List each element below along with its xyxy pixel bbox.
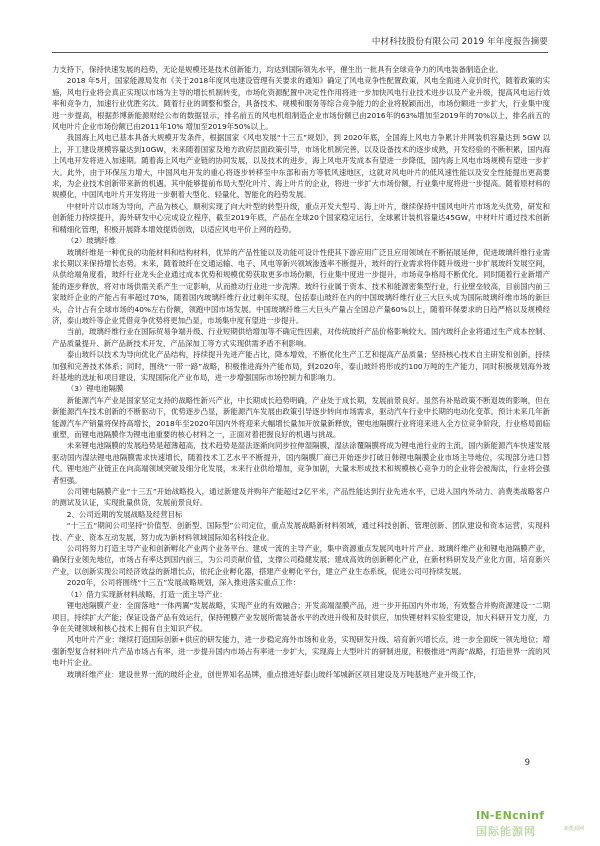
section-heading-battery-separator: （3）锂电池隔膜 xyxy=(66,384,124,394)
paragraph: 风电叶片产业：继续打造国际创新+供应的研发能力，进一步稳定海外市场和业务，实现研发升级、培育新兴增长点，进一步全面统一领先地位；增强新型复合材料叶片产品市场占有率，进一步提升国内市场占有率进一步扩大，实现海上大型叶片的研制进度，积极推进“两海”战略，打造世界一流的风电叶片企业。 xyxy=(52,635,550,668)
page-number: 9 xyxy=(524,758,530,768)
paragraph: 新能源汽车产业是国家坚定支持的战略性新兴产业，中长期成长趋势明确，产业处于成长期，发展前景良好。虽然有补贴政策不断退坡的影响，但在新能源汽车技术创新的不断驱动下，优势逐步凸显，新能源汽车发展由政策引导逐步转向市场需求，驱动汽车行业中长期的电动化变革。预计未来几年新能源汽车产销量将保持高增长，2018年至2020年国内外将迎来大幅增长量加开放量新释放，锂电池隔膜行业将迎来进入全方位竞争阶段，行业格局面临重塑，而锂电池隔膜作为锂电池重要的核心材料之一，正面对着把握良好的机遇与挑战。 xyxy=(52,395,550,439)
paragraph: 我国海上风电已基本具备大规模开发条件，根据国家《风电发展“十三五”规划》，到 2020年底，全国海上风电力争累计并网装机容量达到 5GW 以上，开工建设规模容量达到10GW，未来随着国家及地方政府层面政策引导，市场化机制完善，以及设备技术的逐步成熟，开发经验的不断积累，国内海上风电开发将进入加速期。随着海上风电产业链的协同发展，以及技术的进步，海上风电开发成本有望进一步降低，国内海上风电市场规模有望进一步扩大。此外，由于环保压力增大，中国风电开发的重心将逐步转移至中东部和南方等低风速地区，这就对风电叶片的低风速性能以及安全性能提出更高要求，为企业技术创新带来新的机遇。其中能够提前布局大型化叶片、海上叶片的企业，将进一步扩大市场份额，行业集中度将进一步提高。随着原材料的规模化，中国风电叶片开发将进一步朝着大型化、轻量化、智能化的趋势发展。 xyxy=(52,133,550,200)
paragraph: 未来锂电池隔膜的发展趋势是超薄超高，技术趋势是湿法逐渐向同步拉伸湿隔膜，湿法涂覆隔膜将成为锂电池行业的主流，国内新能源汽车快速发展驱动国内湿法锂电池隔膜需求快速增长，随着技术工艺水平不断提升，国内隔膜厂商已开始逐步打破日韩锂电隔膜企业市场主导地位，实现部分进口替代。锂电池产业链正在向高端领域突破及细分化发展，未来行业供给增加，竞争加剧，大量未形成技术和规模核心竞争力的企业将会被淘汰，行业将会强者恒强。 xyxy=(52,441,550,485)
paragraph: 中材叶片以市场为导向，产品为核心，顺利实现了向大叶型的转型升级，重点开发大型号、海上叶片，继续保持中国风电叶片市场龙头优势，研发和创新能力持续提升，海外研发中心完成设立程序，截至2019年底，产品在全球20个国家稳定运行，全球累计装机容量达45GW，中材叶片通过技术创新和精细化管理，积极开展降本增效提质创效，以适应风电平价上网的趋势。 xyxy=(52,201,550,234)
section-heading-glass-fiber: （2）玻璃纤维 xyxy=(66,236,116,246)
watermark-main-text: IN-ENcninf xyxy=(476,809,545,822)
page-header xyxy=(52,34,548,53)
document-body xyxy=(52,64,550,680)
watermark-small-text: 新能源网 xyxy=(563,826,584,832)
watermark-logo xyxy=(468,808,586,838)
watermark-sub-text: 国际能源网 xyxy=(476,825,536,838)
paragraph: 2020年，公司将围绕“十三五”发展战略规划，深入推进落实重点工作： xyxy=(66,578,301,588)
paragraph: 2018 年5月，国家能源局发布《关于2018年度风电建设管理有关要求的通知》确定了风电竞争性配置政策，风电全面进入竞价时代，随着政策的实施，风电行业将会真正实现以市场为主导的增长机制转变，市场化资源配置中决定性作用将进一步加快风电行业技术进步以及产业升级，提高风电运行效率和竞争力，加速行业优胜劣汰。随着行业的调整和整合，具备技术、规模和服务等综合竞争能力的企业将脱颖而出，市场份额进一步扩大，行业集中度进一步提高，根据彭博新能源财经公布的数据显示，排名前五的风电机组制造企业市场份额已由2016年的63%增加至2019年的70%以上，排名前五的风电叶片企业市场份额已由2011年10% 增加至2019年50%以上。 xyxy=(52,76,550,132)
paragraph: “十三五”期间公司坚持“价值型、创新型、国际型”公司定位，重点发展战略新材料领域，通过科技创新、管理创新、团队建设和资本运营，实现科技、产业、资本互动发展，努力成为新材料领域国际知名科技企业。 xyxy=(52,521,550,542)
paragraph: 公司锂电隔膜产业“十三五”开始战略投入，通过新建及并购年产能超过2亿平米，产品性能达到行业先进水平，已进入国内外动力、消费类战略客户的测试及认证，实现批量供货，发展前景良好。 xyxy=(52,487,550,508)
paragraph: 玻璃纤维是一种优良的功能材料和结构材料，优异的产品性能以及功能可设计性使其下游应用广泛且应用领域在不断拓展延伸，促进玻璃纤维行业需求长期以来保持增长态势。未来，随着玻纤在交通运输、电子、风电等新兴领域渗透率不断提升，玻纤的行业需求将伴随升级进一步扩展玻纤发展空间，从供给端角度看，玻纤行业龙头企业通过成本优势和规模优势获取更多市场份额，行业集中度进一步提升，市场竞争格局不断优化。同时随着行业新增产能的逐步释放，将对市场供需关系产生一定影响，从而推动行业进一步洗牌。玻纤行业属于资本、技术和能源密集型行业，行业壁垒较高，目前国内前三家玻纤企业的产能占有率超过70%，随着国内玻璃纤维行业过剩年实现，包括泰山玻纤在内的中国玻璃纤维行业三大巨头成为国际玻璃纤维市场的新巨头，合计占有全球市场的40%左右份额，领跑中国市场发展。中国玻璃纤维三大巨头产量占全国总产量60%以上，随着环保要求的日趋严格以及规模经济，泰山玻纤等企业凭借竞争优势将更加凸显，市场集中度有望进一步提升。 xyxy=(52,247,550,325)
paragraph: 泰山玻纤以技术为导向优化产品结构，持续提升先进产能占比，降本增效，不断优化生产工艺和提高产品质量；坚持核心技术自主研发和创新，持续加强和完善技术体系；同时，围绕“一带一路”战略，积极推进海外产能布局，到2020年，泰山玻纤将形成约100万吨的生产能力，同时积极规划海外玻纤基地的选址和项目建设，实现国际化产业布局，进一步增强国际市场控制力和影响力。 xyxy=(52,350,550,382)
subsection-heading: （1）借力实现新材料战略，打造一流主导产业： xyxy=(66,589,227,599)
report-header-title: 中材科技股份有限公司 2019 年年度报告摘要 xyxy=(371,37,548,47)
section-heading-strategy: 2、公司近期的发展战略及经营目标 xyxy=(66,509,183,519)
paragraph: 力支持下，保持快速发展的趋势，无论是规模还是技术创新能力，均达到国际领先水平，催生出一批具有全球竞争力的风电装备制造企业。 xyxy=(52,65,503,74)
paragraph: 公司将努力打造主导产业和创新孵化产业两个业务平台。建成一流的主导产业，集中资源重点发展风电叶片产业、玻璃纤维产业和锂电池隔膜产业，确保行业领先地位，市场占有率达到国内前三，为公司贡献价值，支撑公司稳健发展；建成高效的创新孵化产业，在新材料研发及产业化方面，培育新兴产业，以创新实现公司经济效益的新增长点，依托企业孵化器，搭建产业孵化平台，建立产业生态系统，促进公司可持续发展。 xyxy=(52,544,550,576)
paragraph: 玻璃纤维产业：建设世界一流的玻纤企业，创世界知名品牌，重点推进好泰山玻纤邹城新区项目建设及万吨基地产业升级工作， xyxy=(66,669,481,679)
paragraph: 当前，玻璃纤维行业在国际贸易争端升级、行业短期供给增加等不确定性因素，对传统玻纤产品价格影响较大。国内玻纤企业将通过生产成本控制、产品质量提升、新产品新技术开发、产品深加工等方式实现供需矛盾不利影响。 xyxy=(52,327,550,348)
paragraph: 锂电池隔膜产业：全面落地“一体两翼”发展战略，实现产业的有效融合；开发高端湿膜产品，进一步开拓国内外市场，有效整合并购资源建设一二期项目，持续扩大产能；保证设备产品有效运行，保持锂膜产业发展所需装备水平的改进升级和及时供应，加快锂材料实验室建设，加大科研开发力度，力争在关键领域和核心技术上拥有自主知识产权。 xyxy=(52,601,550,633)
